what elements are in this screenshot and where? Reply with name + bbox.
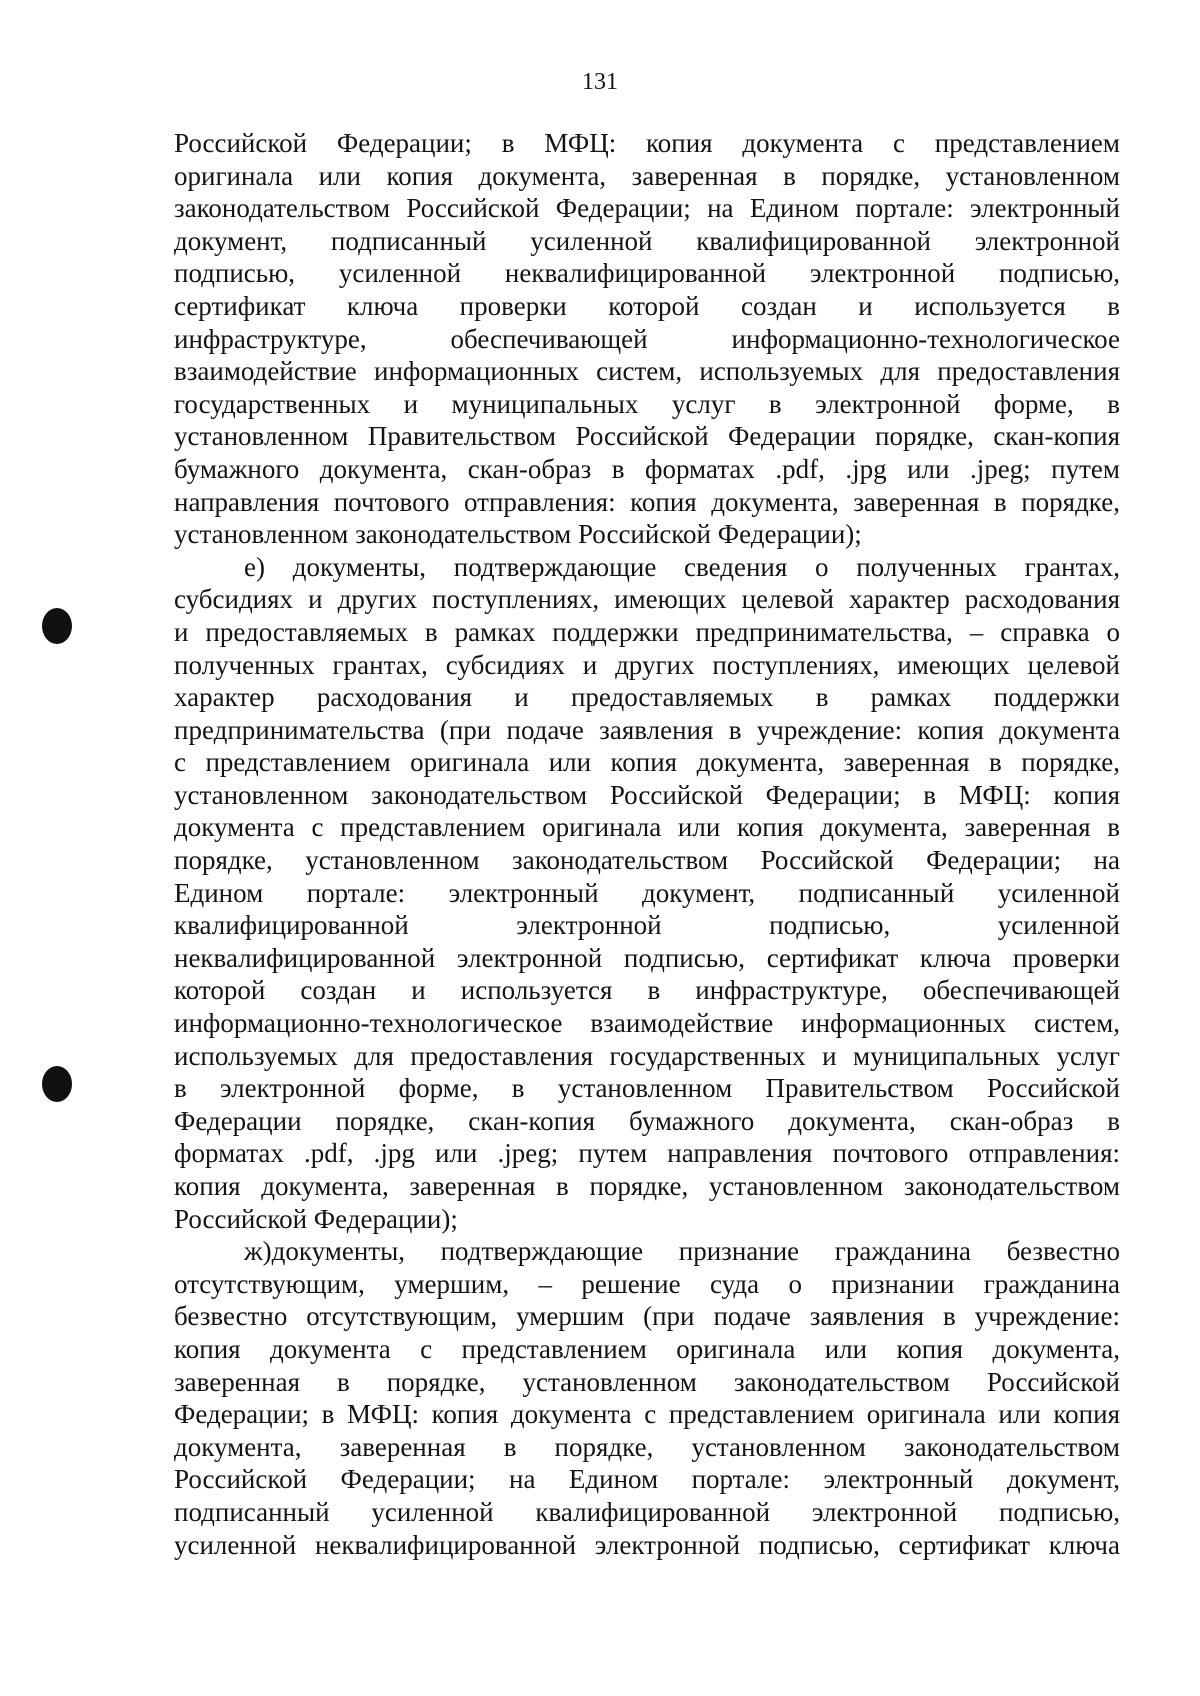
text-line: субсидиях и других поступлениях, имеющих целевой характер расходования <box>174 584 1120 615</box>
text-line: отсутствующим, умершим, – решение суда о признании гражданина <box>174 1268 1120 1299</box>
text-line: Российской Федерации; в МФЦ: копия документа с представлением <box>174 128 1120 158</box>
text-line: Российской Федерации); <box>174 1203 458 1234</box>
text-line: порядке, установленном законодательством Российской Федерации; на <box>174 845 1120 876</box>
text-line: Российской Федерации; на Едином портале: электронный документ, <box>174 1464 1120 1495</box>
text-line: подписанный усиленной квалифицированной электронной подписью, <box>174 1496 1120 1527</box>
text-line: полученных грантах, субсидиях и других поступлениях, имеющих целевой <box>174 649 1120 680</box>
document-body <box>174 127 1120 1561</box>
text-line: копия документа с представлением оригинала или копия документа, <box>174 1333 1120 1364</box>
page-number: 131 <box>582 69 618 95</box>
text-line: Федерации порядке, скан-копия бумажного документа, скан-образ в <box>174 1105 1120 1136</box>
text-line: безвестно отсутствующим, умершим (при подаче заявления в учреждение: <box>174 1301 1120 1332</box>
text-line: бумажного документа, скан-образ в форматах .pdf, .jpg или .jpeg; путем <box>174 453 1120 484</box>
text-line: законодательством Российской Федерации; на Едином портале: электронный <box>174 193 1120 224</box>
text-line: государственных и муниципальных услуг в электронной форме, в <box>174 388 1120 419</box>
text-line: взаимодействие информационных систем, используемых для предоставления <box>174 356 1120 387</box>
text-line: установленном Правительством Российской Федерации порядке, скан-копия <box>174 421 1120 452</box>
text-line: которой создан и используется в инфраструктуре, обеспечивающей <box>174 975 1120 1006</box>
text-line: инфраструктуре, обеспечивающей информационно-технологическое <box>174 323 1120 354</box>
punch-hole-mark <box>42 608 72 644</box>
text-line: направления почтового отправления: копия документа, заверенная в порядке, <box>174 486 1120 517</box>
text-line: установленном законодательством Российской Федерации); <box>174 519 862 550</box>
text-line: характер расходования и предоставляемых в рамках поддержки <box>174 682 1120 713</box>
text-line: подписью, усиленной неквалифицированной электронной подписью, <box>174 258 1120 289</box>
text-line: оригинала или копия документа, заверенная в порядке, установленном <box>174 160 1120 191</box>
text-line: и предоставляемых в рамках поддержки предпринимательства, – справка о <box>174 616 1120 647</box>
text-line: с представлением оригинала или копия документа, заверенная в порядке, <box>174 747 1120 778</box>
text-line: используемых для предоставления государственных и муниципальных услуг <box>174 1040 1120 1071</box>
text-line: предпринимательства (при подаче заявления в учреждение: копия документа <box>174 714 1120 745</box>
text-line: Едином портале: электронный документ, подписанный усиленной <box>174 877 1120 908</box>
text-line: сертификат ключа проверки которой создан и используется в <box>174 290 1120 321</box>
text-line: копия документа, заверенная в порядке, установленном законодательством <box>174 1171 1120 1201</box>
text-line: ж)документы, подтверждающие признание гражданина безвестно <box>244 1236 1120 1267</box>
text-line: в электронной форме, в установленном Правительством Российской <box>174 1073 1120 1104</box>
text-line: информационно-технологическое взаимодействие информационных систем, <box>174 1008 1120 1039</box>
text-line: документа, заверенная в порядке, установленном законодательством <box>174 1431 1120 1462</box>
text-line: усиленной неквалифицированной электронной подписью, сертификат ключа <box>174 1529 1120 1560</box>
punch-hole-mark <box>42 1066 72 1102</box>
text-line: документа с представлением оригинала или копия документа, заверенная в <box>174 812 1120 843</box>
text-line: документ, подписанный усиленной квалифицированной электронной <box>174 225 1120 256</box>
text-line: неквалифицированной электронной подписью, сертификат ключа проверки <box>174 942 1120 973</box>
text-line: форматах .pdf, .jpg или .jpeg; путем направления почтового отправления: <box>174 1138 1120 1169</box>
text-line: е) документы, подтверждающие сведения о полученных грантах, <box>244 551 1120 582</box>
text-line: заверенная в порядке, установленном законодательством Российской <box>174 1366 1120 1397</box>
text-line: квалифицированной электронной подписью, усиленной <box>174 910 1120 941</box>
text-line: Федерации; в МФЦ: копия документа с представлением оригинала или копия <box>174 1399 1120 1430</box>
text-line: установленном законодательством Российской Федерации; в МФЦ: копия <box>174 779 1120 810</box>
